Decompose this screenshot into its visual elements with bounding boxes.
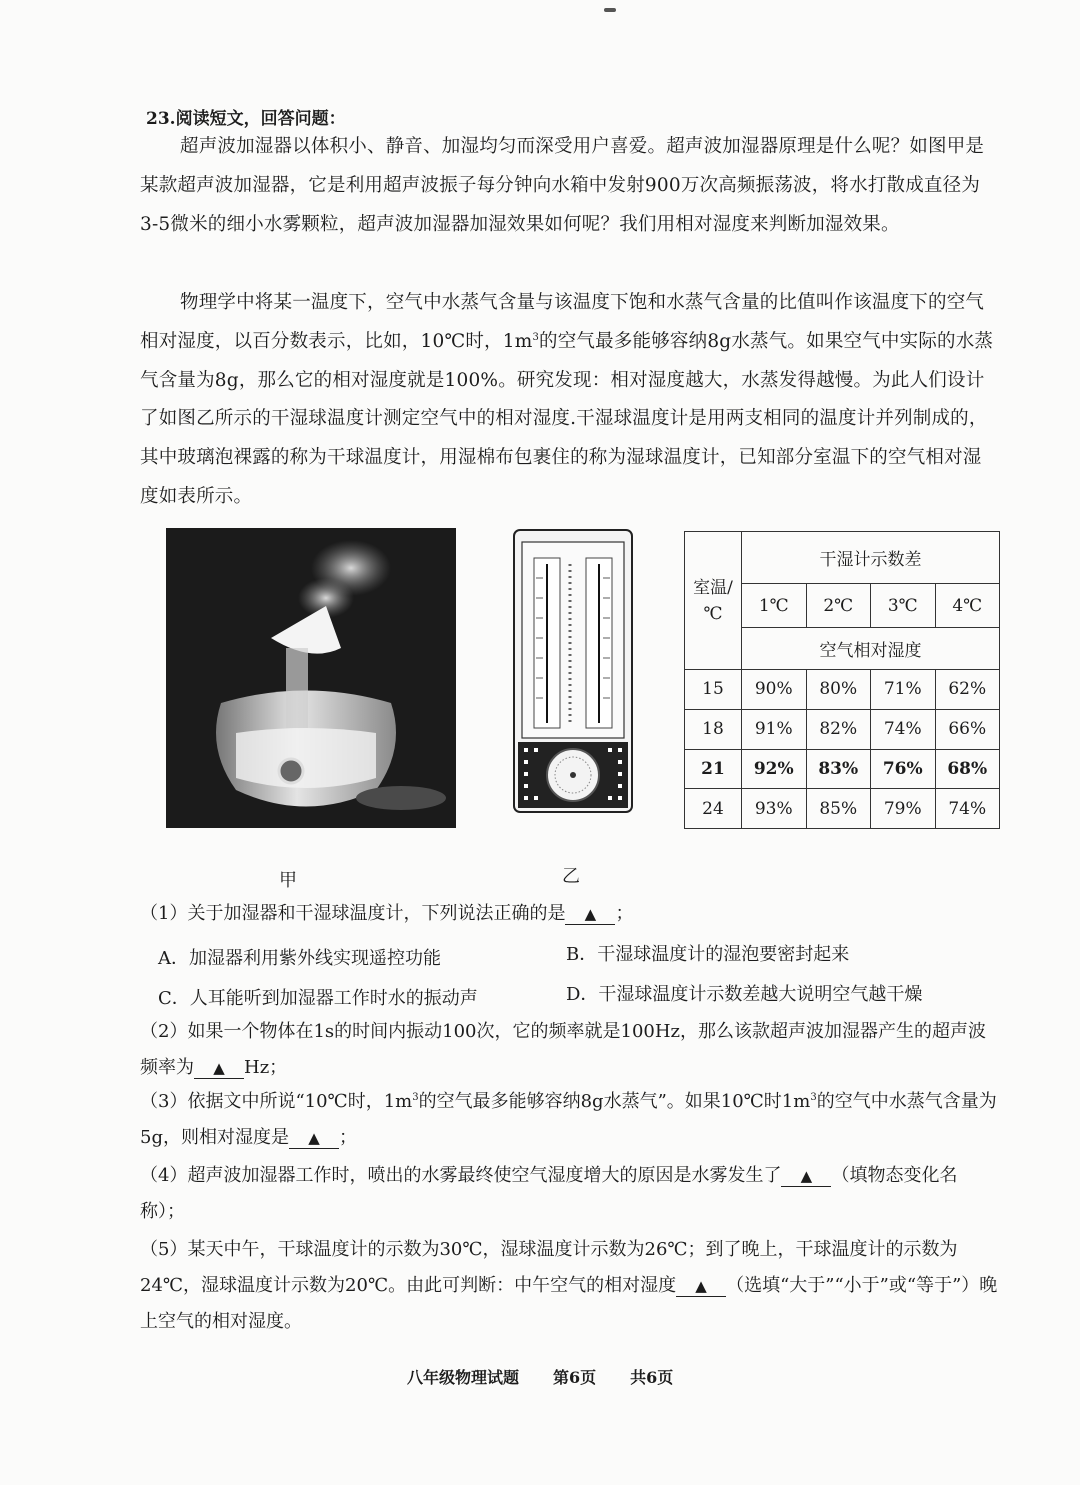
figure-jia-label: 甲 — [279, 870, 297, 891]
table-row: 15 90% 80% 71% 62% — [685, 670, 1000, 710]
room-temp-header: 室温/℃ — [685, 532, 742, 670]
question-title: 23.阅读短文，回答问题： — [146, 109, 346, 129]
footer-page: 第6页 — [553, 1368, 597, 1387]
humidity-table — [684, 531, 1000, 829]
diff-header: 干湿计示数差 — [742, 532, 1000, 584]
diff-2: 2℃ — [806, 584, 871, 628]
table-row: 21 92% 83% 76% 68% — [685, 749, 1000, 789]
paragraph-1 — [140, 128, 998, 244]
page-footer — [407, 1365, 707, 1388]
sub-question-4: （4）超声波加湿器工作时，喷出的水雾最终使空气湿度增大的原因是水雾发生了 ▲ （填物态变化名称）； — [140, 1165, 958, 1222]
hygrometer-drawing — [512, 528, 634, 814]
figure-yi-label: 乙 — [562, 866, 580, 887]
diff-1: 1℃ — [742, 584, 807, 628]
option-a: A．加湿器利用紫外线实现遥控功能 — [158, 948, 441, 969]
option-b: B．干湿球温度计的湿泡要密封起来 — [566, 944, 850, 965]
humidifier-photo — [166, 528, 456, 828]
footer-subject: 八年级物理试题 — [407, 1368, 520, 1387]
sub-question-2: （2）如果一个物体在1s的时间内振动100次，它的频率就是100Hz，那么该款超声波加湿器产生的超声波频率为 ▲ Hz； — [140, 1021, 987, 1078]
sub-question-5: （5）某天中午，干球温度计的示数为30℃，湿球温度计示数为26℃；到了晚上，干球温度计的示数为24℃，湿球温度计示数为20℃。由此可判断：中午空气的相对湿度 ▲ （选填“大于”“小于”或“等于”）晚上空气的相对湿度。 — [140, 1239, 998, 1332]
footer-total: 共6页 — [630, 1368, 674, 1387]
scan-speck — [604, 8, 616, 12]
answer-blank-3[interactable]: ▲ — [289, 1128, 339, 1149]
table-row: 18 91% 82% 74% 66% — [685, 709, 1000, 749]
option-c: C．人耳能听到加湿器工作时水的振动声 — [158, 988, 478, 1009]
paragraph-1-text: 超声波加湿器以体积小、静音、加湿均匀而深受用户喜爱。超声波加湿器原理是什么呢？如图甲是某款超声波加湿器，它是利用超声波振子每分钟向水箱中发射900万次高频振荡波，将水打散成直径为3-5微米的细小水雾颗粒，超声波加湿器加湿效果如何呢？我们用相对湿度来判断加湿效果。 — [140, 136, 985, 235]
paragraph-2: 物理学中将某一温度下，空气中水蒸气含量与该温度下饱和水蒸气含量的比值叫作该温度下的空气相对湿度，以百分数表示，比如，10℃时，$1m^3$的空气最多能够容纳8g水蒸气。如果空气中实际的水蒸气含量为8g，那么它的相对湿度就是100%。研究发现：相对湿度越大，水蒸发得越慢。为此人们设计了如图乙所示的干湿球温度计测定空气中的相对湿度.干湿球温度计是用两支相同的温度计并列制成的，其中玻璃泡裸露的称为干球温度计，用湿棉布包裹住的称为湿球温度计，已知部分室温下的空气相对湿度如表所示。 — [140, 292, 994, 507]
option-d: D．干湿球温度计示数差越大说明空气越干燥 — [566, 984, 923, 1005]
answer-blank-5[interactable]: ▲ — [676, 1276, 726, 1297]
diff-4: 4℃ — [935, 584, 1000, 628]
answer-blank-2[interactable]: ▲ — [194, 1058, 244, 1079]
answer-blank-1[interactable]: ▲ — [565, 904, 615, 925]
sub-question-1: （1）关于加湿器和干湿球温度计，下列说法正确的是 ▲ ； — [140, 903, 634, 924]
table-row: 24 93% 85% 79% 74% — [685, 789, 1000, 829]
answer-blank-4[interactable]: ▲ — [781, 1166, 831, 1187]
rh-subheader: 空气相对湿度 — [742, 628, 1000, 670]
diff-3: 3℃ — [871, 584, 936, 628]
sub-question-3: （3）依据文中所说“10℃时，$1m^3$的空气最多能够容纳8g水蒸气”。如果10℃时$1m^3$的空气中水蒸气含量为5g，则相对湿度是 ▲ ； — [140, 1091, 997, 1148]
